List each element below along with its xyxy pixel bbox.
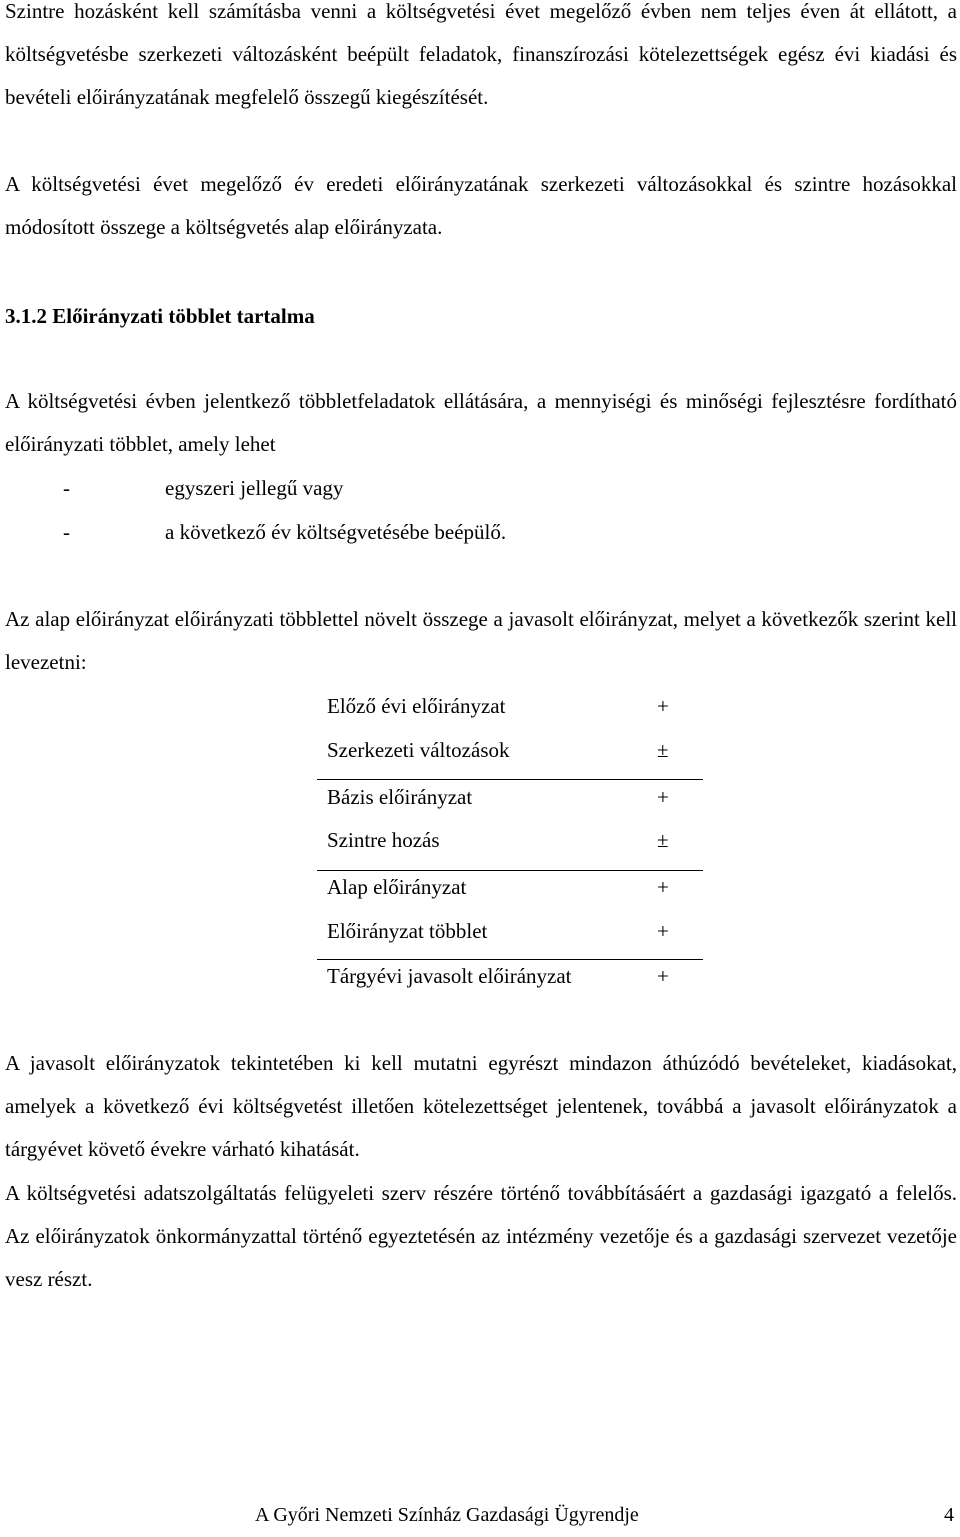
derivation-label: Alap előirányzat (327, 875, 467, 899)
derivation-row (327, 776, 687, 819)
list-item-text: a következő év költségvetésébe beépülő. (165, 520, 507, 544)
derivation-label: Szerkezeti változások (327, 738, 510, 762)
list-bullet-dash: - (63, 476, 70, 500)
paragraph-alap-eloiranyzat: A költségvetési évet megelőző év eredeti előirányzatának szerkezeti változásokkal és szintre hozásokkal módosított összege a költségvetés alap előirányzata. (5, 172, 957, 239)
derivation-sign: + (657, 875, 669, 899)
page-footer-title: A Győri Nemzeti Színház Gazdasági Ügyrendje (255, 1504, 639, 1526)
derivation-row (327, 955, 687, 998)
list-item-text: egyszeri jellegű vagy (165, 476, 344, 500)
derivation-sign: + (657, 785, 669, 809)
paragraph-adatszolgaltatas: A költségvetési adatszolgáltatás felügyeleti szerv részére történő továbbításáért a gazdasági igazgató a felelős. Az előirányzatok önkormányzattal történő egyeztetésén az intézmény vezetője és a gazdasági szervezet vezetője vesz részt. (5, 1181, 957, 1291)
list-bullet-dash: - (63, 520, 70, 544)
derivation-row (327, 819, 687, 862)
derivation-label: Szintre hozás (327, 828, 440, 852)
derivation-row (327, 685, 687, 728)
derivation-row (327, 866, 687, 909)
derivation-row (327, 910, 687, 953)
derivation-label: Előző évi előirányzat (327, 694, 506, 718)
derivation-sign: + (657, 919, 669, 943)
paragraph-eloiranyzati-tobblet: A költségvetési évben jelentkező többletfeladatok ellátására, a mennyiségi és minőségi fejlesztésre fordítható előirányzati többlet, amely lehet (5, 389, 957, 456)
paragraph-szintre-hozas: Szintre hozásként kell számításba venni a költségvetési évet megelőző évben nem teljes éven át ellátott, a költségvetésbe szerkezeti változásként beépült feladatok, finanszírozási kötelezettségek egész évi kiadási és bevételi előirányzatának megfelelő összegű kiegészítését. (5, 0, 957, 109)
derivation-sign: + (657, 964, 669, 988)
derivation-label: Előirányzat többlet (327, 919, 488, 943)
paragraph-javasolt-eloiranyzat: Az alap előirányzat előirányzati többlettel növelt összege a javasolt előirányzat, melyet a következők szerint kell levezetni: (5, 607, 957, 674)
section-heading: 3.1.2 Előirányzati többlet tartalma (5, 304, 315, 328)
paragraph-athuzodo: A javasolt előirányzatok tekintetében ki kell mutatni egyrészt mindazon áthúzódó bevételeket, kiadásokat, amelyek a következő évi költségvetést illetően kötelezettséget jelentenek, továbbá a javasolt előirányzatok a tárgyévet követő évekre várható kihatását. (5, 1051, 957, 1161)
derivation-sign: + (657, 694, 669, 718)
derivation-sign: ± (657, 738, 669, 762)
derivation-label: Bázis előirányzat (327, 785, 473, 809)
derivation-row (327, 729, 687, 772)
derivation-label: Tárgyévi javasolt előirányzat (327, 964, 572, 988)
page-number: 4 (944, 1504, 954, 1526)
derivation-sign: ± (657, 828, 669, 852)
